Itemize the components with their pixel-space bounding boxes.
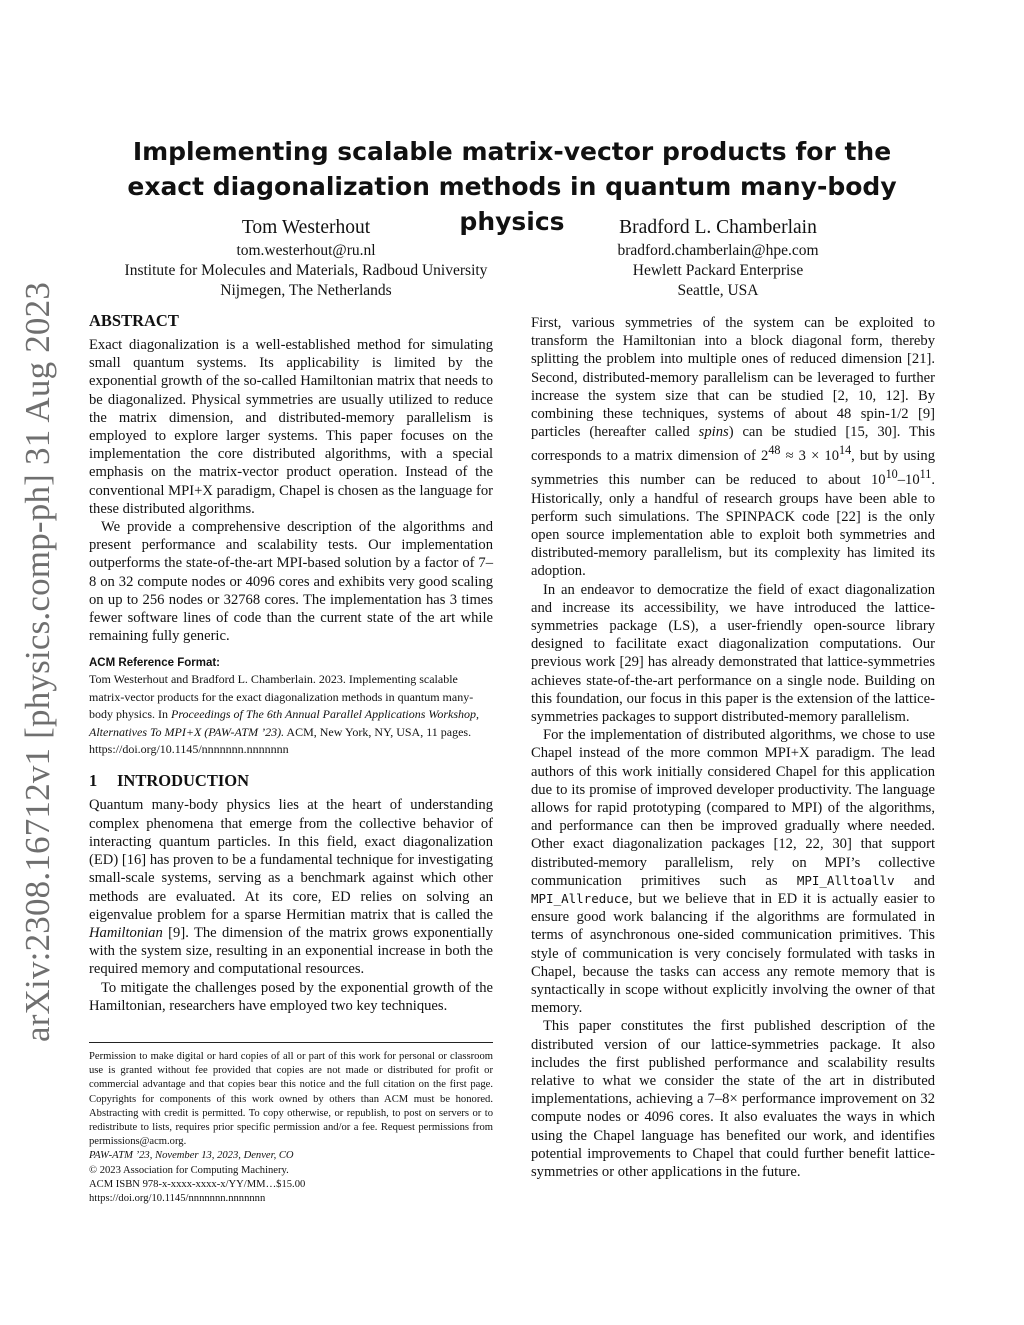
acm-reference-tail: ACM, New York, NY, USA, 11 pages. https://doi.org/10.1145/nnnnnnn.nnnnnnn [89, 724, 472, 757]
body-paragraph: In an endeavor to democratize the field of exact diagonalization and increase its accessibility, we have introduced the lattice-symmetries package (LS), a user-friendly open-source library designed to facilitate exact diagonalization computations. Our previous work [29] has already demonstrated that lattice-symmetries achieves state-of-the-art performance on a single node. Building on this foundation, our focus in this paper is the extension of the lattice-symmetries packages to support distributed-memory parallelism. [531, 581, 935, 725]
paper-title: Implementing scalable matrix-vector products for the exact diagonalization methods in quantum many-body physics [127, 137, 897, 236]
permission-footnote [89, 1042, 493, 1206]
abstract-paragraph: We provide a comprehensive description of the algorithms and present performance and scalability tests. Our implementation outperforms the state-of-the-art MPI-based solution by a factor of 7–8 on 32 compute nodes or 4096 cores and exhibits very good scaling on up to 256 nodes or 32768 cores. The implementation has 3 times fewer software lines of code than the current state of the art while remaining fully generic. [89, 519, 493, 645]
author-affiliation: Institute for Molecules and Materials, Radboud University [124, 262, 488, 279]
abstract-paragraph: Exact diagonalization is a well-established method for simulating small quantum systems. Its applicability is limited by the exponential growth of the so-called Hamiltonian matrix that needs to be diagonalized. Physical symmetries are usually utilized to reduce the matrix dimension, and distributed-memory parallelism is employed to explore larger systems. This paper focuses on the implementation the core distributed algorithms, with a special emphasis on the matrix-vector product operation. Instead of the conventional MPI+X paradigm, Chapel is chosen as the language for these distributed algorithms. [89, 337, 493, 517]
acm-reference-heading: ACM Reference Format: [89, 657, 220, 670]
permission-text: Permission to make digital or hard copies of all or part of this work for personal or classroom use is granted without fee provided that copies are not made or distributed for profit or commercial advantage and that copies bear this notice and the full citation on the first page. Copyrights for components of this work owned by others than ACM must be honored. Abstracting with credit is permitted. To copy otherwise, or republish, to post on servers or to redistribute to lists, requires prior specific permission and/or a fee. Request permissions from permissions@acm.org. [89, 1051, 493, 1148]
author-location: Nijmegen, The Netherlands [220, 282, 392, 299]
author-name: Bradford L. Chamberlain [619, 217, 817, 238]
left-column [89, 310, 493, 1015]
right-column [531, 314, 935, 1181]
section-title: INTRODUCTION [117, 771, 250, 791]
isbn-line: ACM ISBN 978-x-xxxx-xxxx-x/YY/MM…$15.00 [89, 1178, 306, 1190]
body-paragraph: For the implementation of distributed algorithms, we chose to use Chapel instead of the more common MPI+X paradigm. The lead authors of this work initially considered Chapel for this application due to its promise of improved developer productivity. The language allows for rapid prototyping (compared to MPI) of the algorithms, and performance can then be improved gradually where needed. Other exact diagonalization packages [12, 22, 30] that support distributed-memory parallelism, rely on MPI’s collective communication primitives such as MPI_Alltoallv and MPI_Allreduce, but we believe that in ED it is actually easier to ensure good work balancing if the algorithms are formulated in terms of asynchronous one-sided communication primitives. This style of communication is very concisely formulated with tasks in Chapel, because the tasks can access any remote memory that is syntactically in scope without explicitly involving the owner of that memory. [531, 727, 935, 1017]
doi-line: https://doi.org/10.1145/nnnnnnn.nnnnnnn [89, 1193, 266, 1205]
body-paragraph: This paper constitutes the first published description of the distributed version of our lattice-symmetries package. It also includes the first published performance and scalability results relative to what we consider the state of the art in distributed implementations, achieving a 7–8× performance improvement on 32 compute nodes or 4096 cores. It also evaluates the ways in which using the Chapel language has benefited our work, and identifies potential improvements to Chapel that could further benefit lattice-symmetries or other applications in the future. [531, 1018, 935, 1181]
introduction-heading [89, 770, 493, 792]
acm-reference-text [89, 671, 493, 758]
section-number: 1 [89, 771, 98, 791]
author-affiliation: Hewlett Packard Enterprise [632, 262, 804, 279]
acm-reference-lead: Tom Westerhout and Bradford L. Chamberlain. 2023. Implementing scalable matrix-vector products for the exact diagonalization methods in quantum many-body physics. In [89, 672, 474, 722]
author-email: bradford.chamberlain@hpe.com [617, 242, 819, 259]
introduction-paragraph: Quantum many-body physics lies at the heart of understanding complex phenomena that emerge from the collective behavior of interacting quantum particles. In this field, exact diagonalization (ED) [16] has proven to be a fundamental technique for investigating small-scale systems, serving as a benchmark against which other methods are evaluated. At its core, ED relies on solving an eigenvalue problem for a sparse Hermitian matrix that is called the Hamiltonian [9]. The dimension of the matrix grows exponentially with the system size, resulting in an exponential increase in both the required memory and computational resources. [89, 797, 493, 978]
acm-reference-venue: Proceedings of The 6th Annual Parallel Applications Workshop, Alternatives To MPI+X (PAW-ATM ’23). [89, 707, 479, 739]
body-paragraph: First, various symmetries of the system can be exploited to transform the Hamiltonian into a block diagonal form, thereby splitting the problem into multiple ones of reduced dimension [21]. Second, distributed-memory parallelism can be leveraged to further increase the system size that can be studied [2, 10, 12]. By combining these techniques, systems of about 48 spin-1/2 [9] particles (hereafter called spins) can be studied [15, 30]. This corresponds to a matrix dimension of $2^{48} \approx 3 \times 10^{14}$, but by using symmetries this number can be reduced to about $10^{10}-10^{11}$. Historically, only a handful of research groups have been able to perform such simulations. The SPINPACK code [22] is the only open source implementation able to exploit both symmetries and distributed-memory parallelism, but its complexity has limited its adoption. [531, 315, 935, 580]
abstract-heading: ABSTRACT [89, 311, 179, 330]
copyright-line: © 2023 Association for Computing Machinery. [89, 1164, 289, 1176]
author-block-1 [100, 216, 512, 301]
author-name: Tom Westerhout [241, 217, 371, 238]
author-email: tom.westerhout@ru.nl [236, 242, 376, 259]
author-block-2 [512, 216, 924, 301]
author-location: Seattle, USA [677, 282, 759, 299]
conference-line: PAW-ATM ’23, November 13, 2023, Denver, CO [89, 1150, 294, 1162]
introduction-paragraph: To mitigate the challenges posed by the exponential growth of the Hamiltonian, researchers have employed two key techniques. [89, 979, 493, 1014]
arxiv-identifier-stamp: arXiv:2308.16712v1 [physics.comp-ph] 31 Aug 2023 [18, 281, 57, 1043]
